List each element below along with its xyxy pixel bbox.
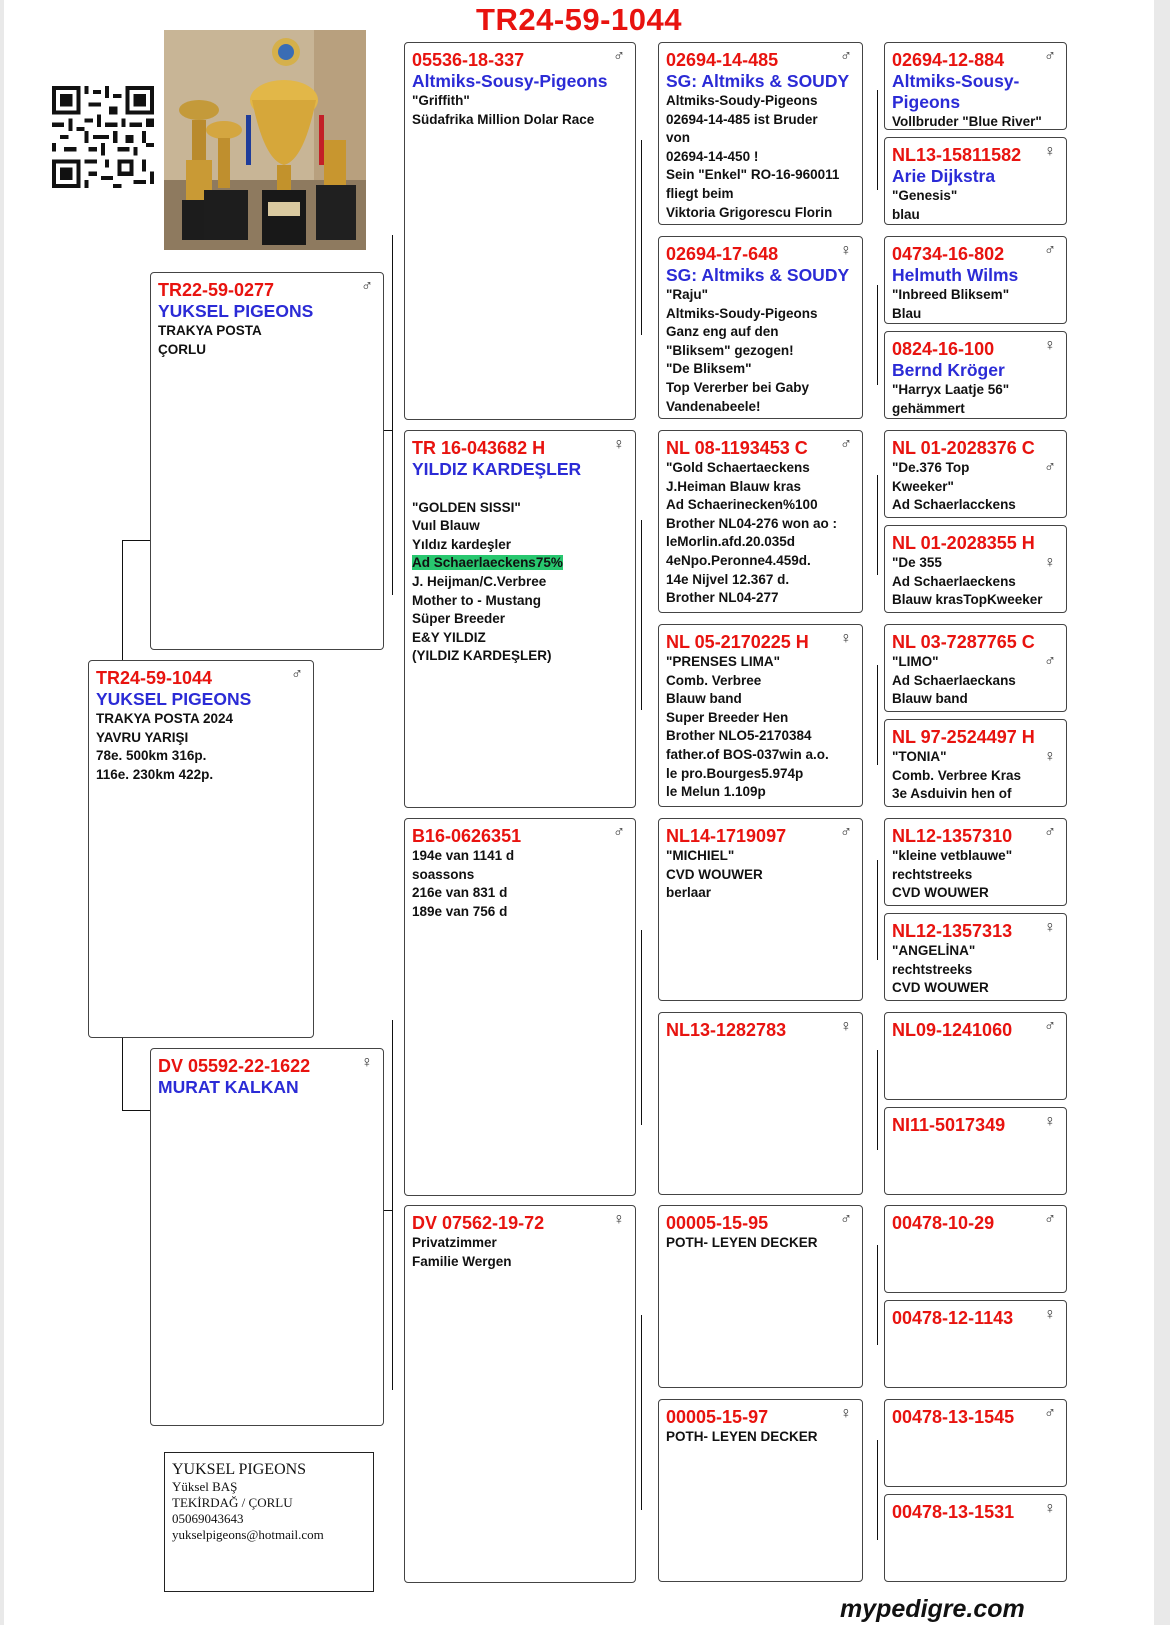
male-icon: ♂ (1044, 1405, 1056, 1422)
breeder-name: Altmiks-Sousy-Pigeons (412, 71, 608, 91)
male-icon: ♂ (613, 48, 625, 65)
connector-line (877, 1050, 878, 1150)
ring-number: NL13-15811582 (892, 145, 1022, 165)
pigeon-info: J. Heijman/C.Verbree Mother to - Mustang Süper Breeder E&Y YILDIZ (YILDIZ KARDEŞLER) (412, 573, 552, 664)
male-icon: ♂ (1044, 242, 1056, 259)
pigeon-card-dss[interactable] (658, 818, 863, 1001)
breeder-name: Altmiks-Sousy- Pigeons (892, 71, 1020, 112)
owner-city: TEKİRDAĞ / ÇORLU (172, 1495, 293, 1510)
connector-line (392, 235, 393, 595)
pigeon-info: Altmiks-Soudy-Pigeons 02694-14-485 ist Bruder von 02694-14-450 ! Sein "Enkel" RO-16-960011 fliegt beim Viktoria Grigorescu Florin (666, 93, 840, 220)
owner-phone: 05069043643 (172, 1511, 244, 1526)
ring-number: NL 03-7287765 C (892, 632, 1035, 652)
ring-number: 00478-12-1143 (892, 1308, 1014, 1328)
pigeon-info: POTH- LEYEN DECKER (666, 1429, 818, 1444)
pigeon-info: "De 355 Ad Schaerlaeckens Blauw krasTopKweeker (892, 555, 1043, 608)
pigeon-card-g12[interactable] (884, 1107, 1067, 1195)
pigeon-info: "Genesis" blau (892, 188, 958, 222)
pigeon-info: "Griffith" Südafrika Million Dolar Race (412, 93, 595, 127)
pigeon-card-g7[interactable] (884, 624, 1067, 712)
pigeon-card-sds[interactable] (658, 430, 863, 613)
pigeon-card-dam[interactable] (150, 1048, 384, 1426)
pigeon-card-ddd[interactable] (658, 1399, 863, 1582)
connector-line (122, 540, 152, 541)
female-icon: ♀ (840, 1405, 852, 1422)
male-icon: ♂ (1044, 1211, 1056, 1228)
pigeon-info: "PRENSES LIMA" Comb. Verbree Blauw band Super Breeder Hen Brother NLO5-2170384 father.of BOS-037win a.o. le pro.Bourges5.974p le Melun 1.109p (666, 654, 829, 800)
male-icon: ♂ (840, 436, 852, 453)
pigeon-card-dds[interactable] (658, 1205, 863, 1388)
ring-number: 05536-18-337 (412, 50, 525, 70)
highlight-badge: Ad Schaerlaeckens75% (412, 555, 563, 571)
female-icon: ♀ (613, 436, 625, 453)
breeder-name: SG: Altmiks & SOUDY (666, 265, 850, 285)
pigeon-info: "Harryx Laatje 56" gehämmert (892, 382, 1010, 416)
pigeon-info: "kleine vetblauwe" rechtstreeks CVD WOUWER (892, 848, 1013, 901)
pigeon-card-dam-dam[interactable] (404, 1205, 636, 1583)
female-icon: ♀ (1044, 1500, 1056, 1517)
ring-number: 00478-13-1531 (892, 1502, 1015, 1522)
pigeon-info: "Gold Schaertaeckens J.Heiman Blauw kras Ad Schaerinecken%100 Brother NL04-276 won ao : leMorlin.afd.20.035d 4eNpo.Peronne4.459d. 14e Nijvel 12.367 d. Brother NL04-277 (666, 460, 838, 606)
ring-number: NL13-1282783 (666, 1020, 787, 1040)
pigeon-card-g15[interactable] (884, 1399, 1067, 1487)
connector-line (877, 1245, 878, 1345)
female-icon: ♀ (1044, 143, 1056, 160)
breeder-name: MURAT KALKAN (158, 1077, 299, 1097)
female-icon: ♀ (361, 1054, 373, 1071)
pigeon-info: "TONIA" Comb. Verbree Kras 3e Asduivin hen of (892, 749, 1022, 802)
ring-number: NL 05-2170225 H (666, 632, 809, 652)
pigeon-card-g2[interactable] (884, 137, 1067, 225)
pigeon-card-g1[interactable] (884, 42, 1067, 130)
male-icon: ♂ (361, 278, 373, 295)
ring-number: 02694-12-884 (892, 50, 1005, 70)
ring-number: NL 97-2524497 H (892, 727, 1035, 747)
pedigree-page (4, 0, 1154, 1625)
male-icon: ♂ (1044, 1018, 1056, 1035)
pigeon-card-g14[interactable] (884, 1300, 1067, 1388)
pigeon-card-sire-dam[interactable] (404, 430, 636, 808)
pigeon-info: "ANGELİNA" rechtstreeks CVD WOUWER (892, 943, 989, 996)
male-icon: ♂ (840, 48, 852, 65)
pigeon-card-g9[interactable] (884, 818, 1067, 906)
ring-number: 0824-16-100 (892, 339, 995, 359)
ring-number: 00005-15-97 (666, 1407, 769, 1427)
female-icon: ♀ (1044, 337, 1056, 354)
pigeon-info: Privatzimmer Familie Wergen (412, 1235, 512, 1269)
male-icon: ♂ (1044, 653, 1056, 670)
connector-line (877, 475, 878, 575)
trophy-icon (164, 30, 366, 250)
female-icon: ♀ (840, 1018, 852, 1035)
pigeon-card-g3[interactable] (884, 236, 1067, 324)
pigeon-info: Vollbruder "Blue River" (892, 114, 1042, 129)
ring-number: NL 01-2028355 H (892, 533, 1035, 553)
connector-line (877, 90, 878, 190)
pigeon-info: "GOLDEN SISSI" Vuıl Blauw Yıldız kardeşler (412, 499, 521, 552)
ring-number: NL12-1357310 (892, 826, 1013, 846)
pigeon-card-ssd[interactable] (658, 236, 863, 419)
ring-number: DV 07562-19-72 (412, 1213, 545, 1233)
male-icon: ♂ (613, 824, 625, 841)
connector-line (641, 1315, 642, 1510)
pigeon-info: "LIMO" Ad Schaerlaeckans Blauw band (892, 654, 1016, 707)
pigeon-card-sdd[interactable] (658, 624, 863, 807)
breeder-name: YUKSEL PIGEONS (96, 689, 252, 709)
breeder-name: SG: Altmiks & SOUDY (666, 71, 850, 91)
connector-line (384, 430, 393, 431)
male-icon: ♂ (1044, 459, 1056, 476)
connector-line (877, 665, 878, 765)
pigeon-card-g11[interactable] (884, 1012, 1067, 1100)
ring-number: NL12-1357313 (892, 921, 1013, 941)
female-icon: ♀ (1044, 1113, 1056, 1130)
pigeon-card-sire-sire[interactable] (404, 42, 636, 420)
connector-line (122, 1110, 152, 1111)
pigeon-card-dam-sire[interactable] (404, 818, 636, 1196)
qr-code-icon (52, 82, 154, 192)
pigeon-info: POTH- LEYEN DECKER (666, 1235, 818, 1250)
ring-number: 04734-16-802 (892, 244, 1005, 264)
owner-email: yukselpigeons@hotmail.com (172, 1527, 324, 1542)
male-icon: ♂ (1044, 48, 1056, 65)
pigeon-card-g16[interactable] (884, 1494, 1067, 1582)
ring-number: NL 01-2028376 C (892, 438, 1035, 458)
ring-number: TR22-59-0277 (158, 280, 275, 300)
owner-name: YUKSEL PIGEONS (172, 1461, 307, 1478)
female-icon: ♀ (1044, 1306, 1056, 1323)
ring-number: NL 08-1193453 C (666, 438, 808, 458)
breeder-name: YILDIZ KARDEŞLER (412, 459, 582, 479)
ring-number: TR 16-043682 H (412, 438, 546, 458)
pedigree-title: TR24-59-1044 (476, 2, 682, 37)
ring-number: 02694-14-485 (666, 50, 779, 70)
trophy-photo (164, 30, 366, 250)
ring-number: B16-0626351 (412, 826, 522, 846)
owner-contact-box (164, 1452, 374, 1592)
ring-number: 00478-13-1545 (892, 1407, 1015, 1427)
male-icon: ♂ (291, 666, 303, 683)
pigeon-info: "Inbreed Bliksem" Blau (892, 287, 1010, 321)
connector-line (384, 1210, 393, 1211)
pigeon-card-g6[interactable] (884, 525, 1067, 613)
male-icon: ♂ (1044, 824, 1056, 841)
pigeon-card-subject[interactable] (88, 660, 314, 1038)
female-icon: ♀ (1044, 748, 1056, 765)
pigeon-card-g4[interactable] (884, 331, 1067, 419)
pigeon-info: 194e van 1141 d soassons 216e van 831 d 189e van 756 d (412, 848, 515, 919)
pigeon-card-g10[interactable] (884, 913, 1067, 1001)
pigeon-card-g13[interactable] (884, 1205, 1067, 1293)
ring-number: NL09-1241060 (892, 1020, 1013, 1040)
connector-line (877, 860, 878, 960)
connector-line (641, 930, 642, 1125)
breeder-name: Bernd Kröger (892, 360, 1005, 380)
brand-logo-text: mypedigre.com (840, 1595, 1025, 1623)
connector-line (877, 285, 878, 385)
pigeon-info: "MICHIEL" CVD WOUWER berlaar (666, 848, 763, 901)
ring-number: DV 05592-22-1622 (158, 1056, 311, 1076)
male-icon: ♂ (840, 824, 852, 841)
female-icon: ♀ (1044, 919, 1056, 936)
pigeon-info: "De.376 Top Kweeker" Ad Schaerlacckens (892, 460, 1016, 513)
pigeon-card-g8[interactable] (884, 719, 1067, 807)
ring-number: TR24-59-1044 (96, 668, 213, 688)
owner-person: Yüksel BAŞ (172, 1479, 238, 1494)
ring-number: NL14-1719097 (666, 826, 787, 846)
ring-number: 02694-17-648 (666, 244, 779, 264)
pigeon-info: TRAKYA POSTA ÇORLU (158, 323, 262, 357)
female-icon: ♀ (840, 630, 852, 647)
pigeon-info: TRAKYA POSTA 2024 YAVRU YARIŞI 78e. 500km 316p. 116e. 230km 422p. (96, 711, 234, 782)
ring-number: 00005-15-95 (666, 1213, 769, 1233)
female-icon: ♀ (840, 242, 852, 259)
breeder-name: YUKSEL PIGEONS (158, 301, 314, 321)
female-icon: ♀ (1044, 554, 1056, 571)
pigeon-card-g5[interactable] (884, 430, 1067, 518)
connector-line (641, 140, 642, 335)
ring-number: 00478-10-29 (892, 1213, 995, 1233)
breeder-name: Helmuth Wilms (892, 265, 1019, 285)
connector-line (392, 1020, 393, 1390)
breeder-name: Arie Dijkstra (892, 166, 996, 186)
ring-number: NI11-5017349 (892, 1115, 1006, 1135)
pigeon-card-sire[interactable] (150, 272, 384, 650)
pigeon-card-sss[interactable] (658, 42, 863, 225)
female-icon: ♀ (613, 1211, 625, 1228)
connector-line (877, 1440, 878, 1540)
connector-line (641, 520, 642, 710)
pigeon-card-dsd[interactable] (658, 1012, 863, 1195)
male-icon: ♂ (840, 1211, 852, 1228)
pigeon-info: "Raju" Altmiks-Soudy-Pigeons Ganz eng auf den "Bliksem" gezogen! "De Bliksem" Top Vererber bei Gaby Vandenabeele! (666, 287, 818, 414)
